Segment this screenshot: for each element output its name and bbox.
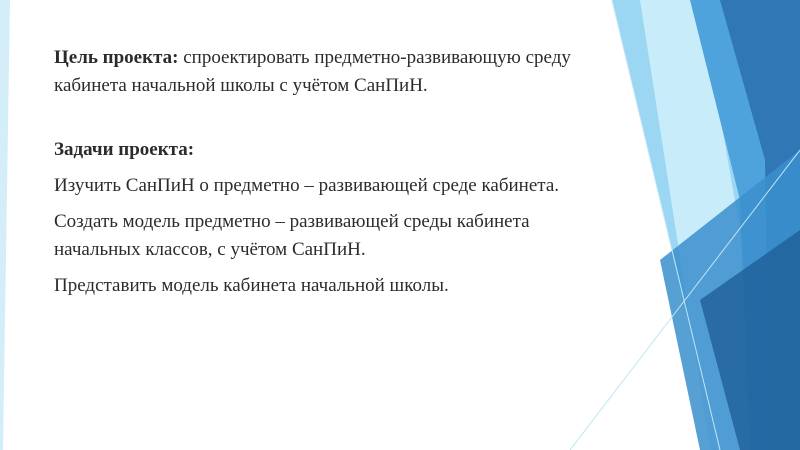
tasks-heading-label: Задачи проекта:: [54, 139, 195, 160]
left-accent-shape: [0, 0, 14, 450]
task-item: Создать модель предметно – развивающей среды кабинета начальных классов, с учётом СанПиН.: [54, 211, 530, 260]
project-goal: [54, 44, 574, 100]
slide-content: [54, 44, 574, 300]
task-item: Представить модель кабинета начальной школы.: [54, 275, 449, 296]
decorative-triangles: [570, 0, 800, 450]
goal-label: Цель проекта:: [54, 47, 179, 68]
goal-text: спроектировать предметно-развивающую среду кабинета начальной школы с учётом СанПиН.: [54, 47, 571, 96]
tasks-heading: [54, 136, 574, 164]
task-item: Изучить СанПиН о предметно – развивающей среде кабинета.: [54, 175, 560, 196]
